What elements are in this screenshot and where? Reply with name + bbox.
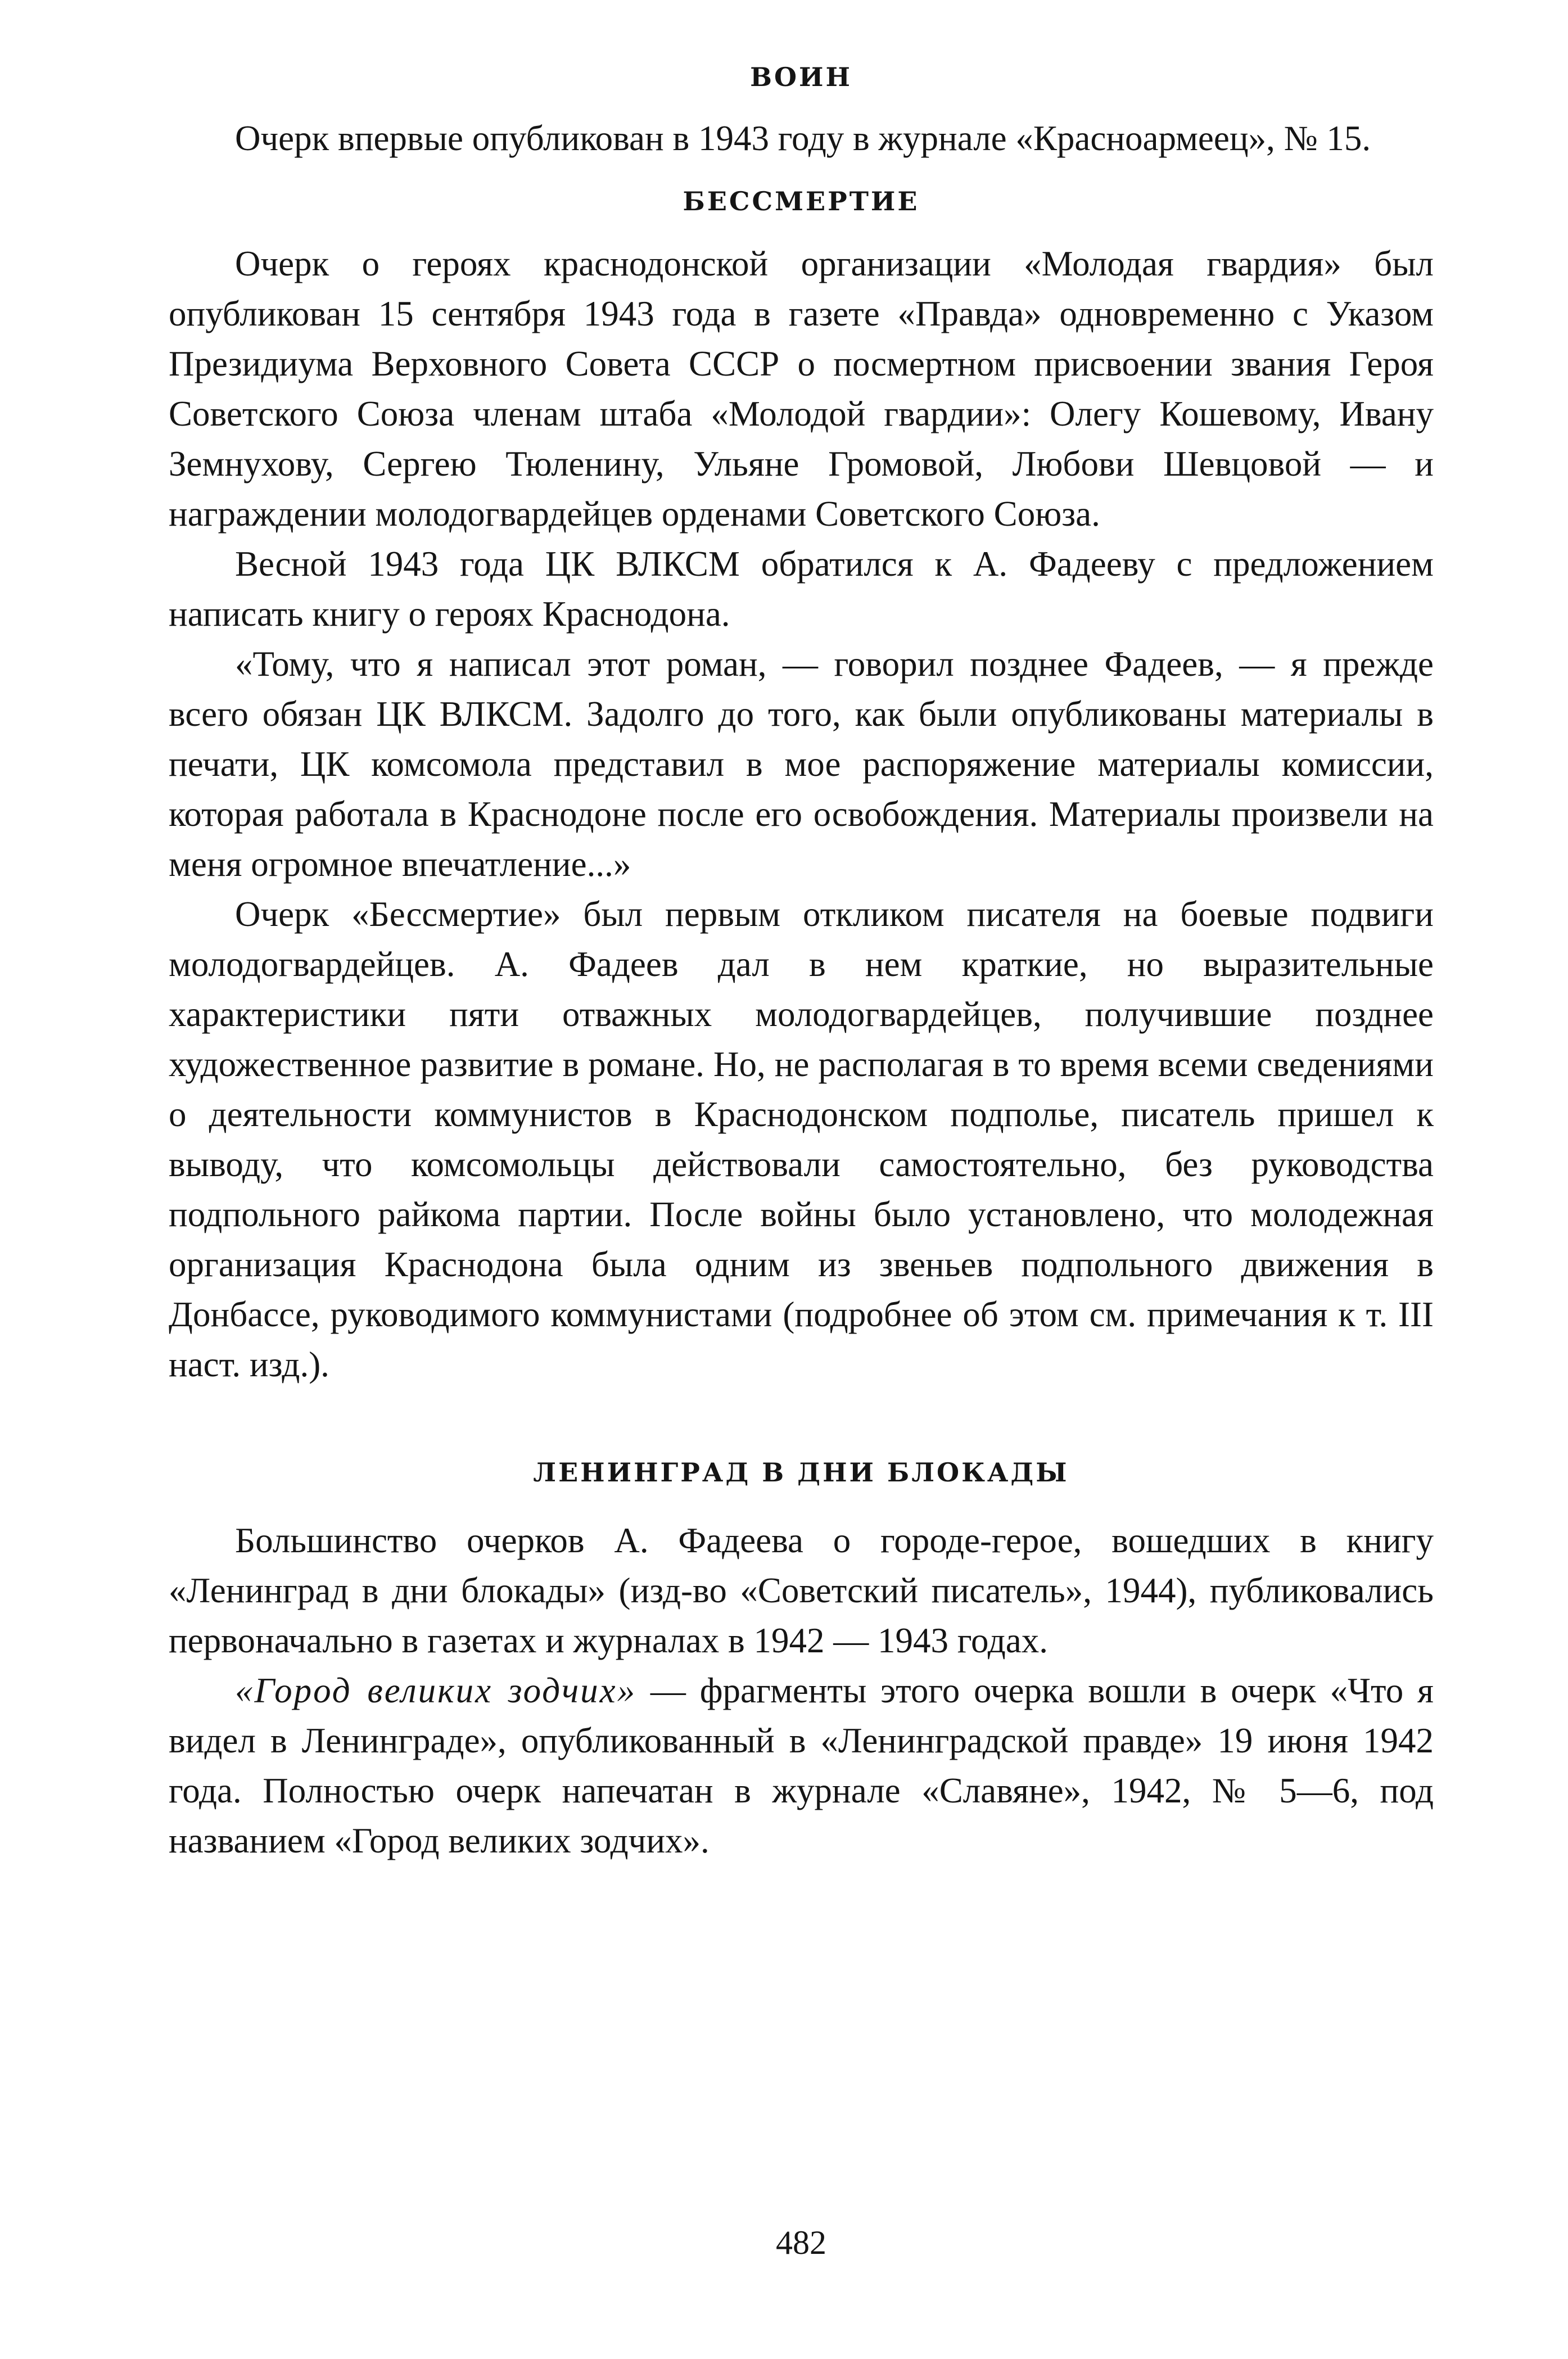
voin-paragraph-1: Очерк впервые опубликован в 1943 году в журнале «Красноармеец», № 15. <box>235 119 1371 158</box>
essay-title: «Город великих зодчих» <box>235 1671 637 1710</box>
section-heading-bessmertie: БЕССМЕРТИЕ <box>683 186 920 216</box>
book-page <box>169 62 1434 2311</box>
bessmertie-paragraph-2: Весной 1943 года ЦК ВЛКСМ обратился к А. Фадееву с предложением написать книгу о героях Краснодона. <box>169 544 1434 634</box>
section-heading-leningrad: ЛЕНИНГРАД В ДНИ БЛОКАДЫ <box>533 1457 1069 1488</box>
page-number: 482 <box>776 2224 826 2261</box>
section-heading-voin: ВОИН <box>750 62 852 92</box>
bessmertie-paragraph-4: Очерк «Бессмертие» был первым откликом писателя на боевые подвиги молодогвардейцев. А. Фадеев дал в нем краткие, но выразительные характеристики пяти отважных молодогвардейцев, получившие позднее художественное развитие в романе. Но, не располагая в то время всеми сведениями о деятельности коммунистов в Краснодонском подполье, писатель пришел к выводу, что комсомольцы действовали самостоятельно, без руководства подпольного райкома партии. После войны было установлено, что молодежная организация Краснодона была одним из звеньев подпольного движения в Донбассе, руководимого коммунистами (подробнее об этом см. примечания к т. III наст. изд.). <box>169 894 1434 1384</box>
leningrad-paragraph-2-text: — фрагменты этого очерка вошли в очерк «Что я видел в Ленинграде», опубликованный в «Ленинградской правде» 19 июня 1942 года. Полностью очерк напечатан в журнале «Славяне», 1942, № 5—6, под названием «Город великих зодчих». <box>169 1671 1434 1860</box>
leningrad-paragraph-2 <box>169 1666 1434 1866</box>
leningrad-paragraph-1: Большинство очерков А. Фадеева о городе-герое, вошедших в книгу «Ленинград в дни блокады» (изд-во «Советский писатель», 1944), публиковались первоначально в газетах и журналах в 1942 — 1943 годах. <box>169 1521 1434 1660</box>
bessmertie-paragraph-1: Очерк о героях краснодонской организации «Молодая гвардия» был опубликован 15 сентября 1943 года в газете «Правда» одновременно с Указом Президиума Верховного Совета СССР о посмертном присвоении звания Героя Советского Союза членам штаба «Молодой гвардии»: Олегу Кошевому, Ивану Земнухову, Сергею Тюленину, Ульяне Громовой, Любови Шевцовой — и награждении молодогвардейцев орденами Советского Союза. <box>169 244 1434 534</box>
bessmertie-paragraph-3: «Тому, что я написал этот роман, — говорил позднее Фадеев, — я прежде всего обязан ЦК ВЛКСМ. Задолго до того, как были опубликованы материалы в печати, ЦК комсомола представил в мое распоряжение материалы комиссии, которая работала в Краснодоне после его освобождения. Материалы произвели на меня огромное впечатление...» <box>169 644 1434 884</box>
